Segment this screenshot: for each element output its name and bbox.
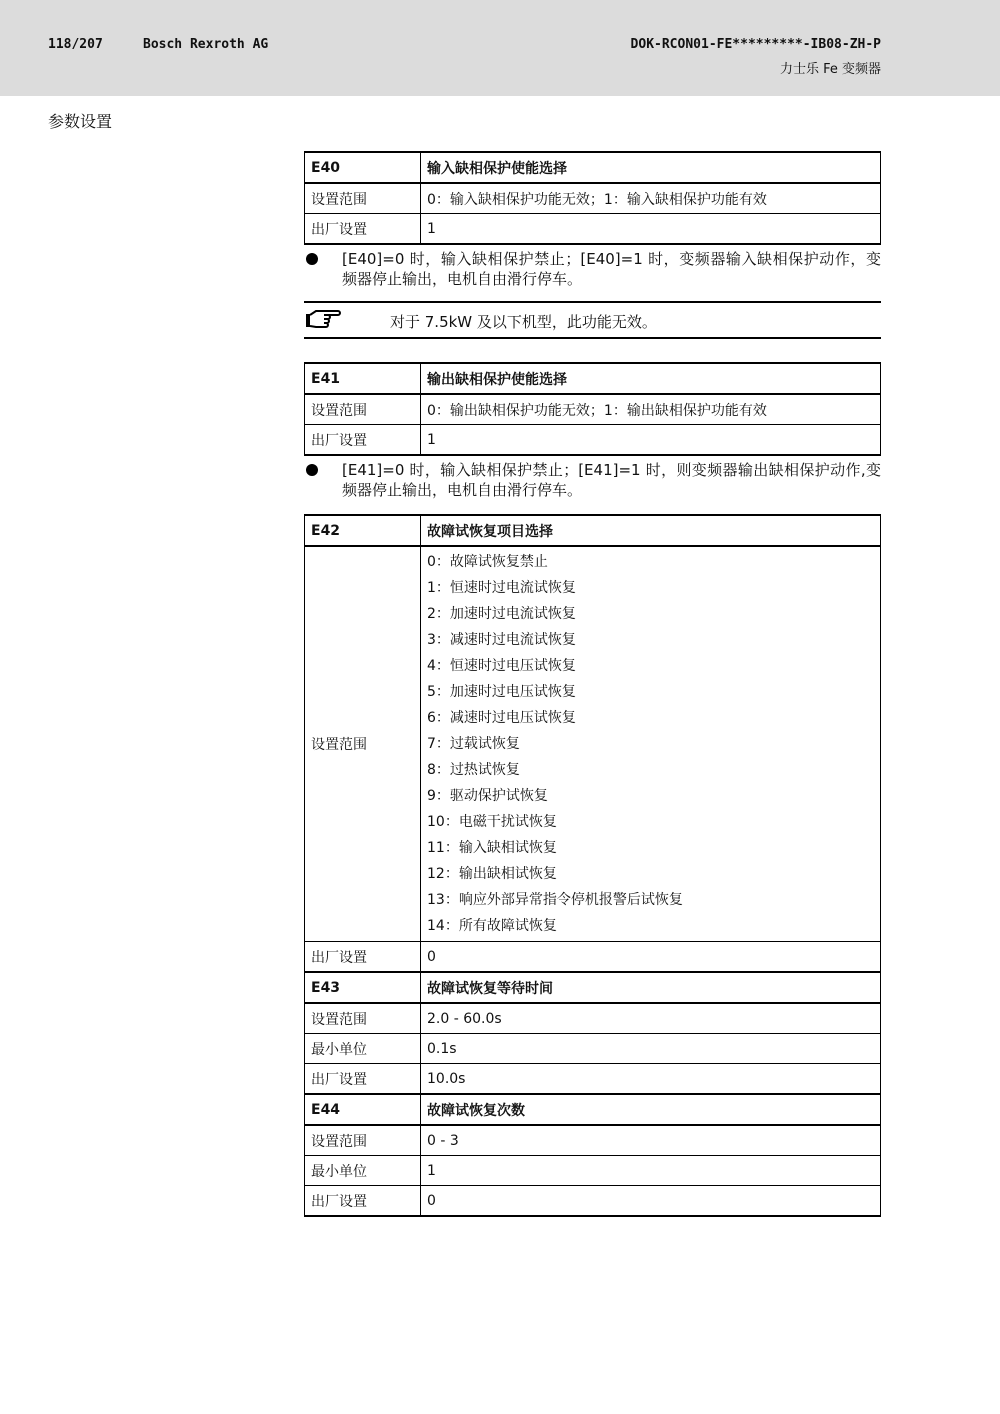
page-number: 118/207 [48,37,103,52]
unit-value: 1 [421,1156,881,1186]
option-item: 10：电磁干扰试恢复 [427,814,557,830]
note-box [304,301,881,339]
product-name: 力士乐 Fe 变频器 [779,62,881,77]
option-item: 3：减速时过电流试恢复 [427,632,576,648]
option-item: 7：过载试恢复 [427,736,520,752]
param-code: E41 [305,363,421,394]
unit-label: 最小单位 [305,1156,421,1186]
note-text: 对于 7.5kW 及以下机型，此功能无效。 [390,313,657,331]
option-item: 13：响应外部异常指令停机报警后试恢复 [427,892,683,908]
bullet-e40 [304,249,881,289]
unit-label: 最小单位 [305,1034,421,1064]
default-value: 0 [421,1186,881,1217]
param-code: E44 [305,1094,421,1125]
default-value: 0 [421,942,881,973]
option-item: 4：恒速时过电压试恢复 [427,658,576,674]
range-value: 0 - 3 [421,1125,881,1156]
option-item: 1：恒速时过电流试恢复 [427,580,576,596]
param-table-e42-e44 [304,514,881,1217]
range-label: 设置范围 [305,183,421,214]
option-item: 12：输出缺相试恢复 [427,866,557,882]
default-value: 1 [421,425,881,456]
option-item: 9：驱动保护试恢复 [427,788,548,804]
param-code: E40 [305,152,421,183]
option-item: 2：加速时过电流试恢复 [427,606,576,622]
default-label: 出厂设置 [305,942,421,973]
pointing-hand-icon [304,307,342,335]
bullet-dot-icon [306,464,318,476]
unit-value: 0.1s [421,1034,881,1064]
param-name: 故障试恢复次数 [421,1094,881,1125]
option-item: 6：减速时过电压试恢复 [427,710,576,726]
option-item: 0：故障试恢复禁止 [427,554,548,570]
default-label: 出厂设置 [305,1064,421,1095]
param-name: 输出缺相保护使能选择 [421,363,881,394]
range-label: 设置范围 [305,394,421,425]
option-item: 11：输入缺相试恢复 [427,840,557,856]
range-label: 设置范围 [305,1125,421,1156]
param-name: 故障试恢复等待时间 [421,972,881,1003]
default-label: 出厂设置 [305,214,421,245]
param-table-e41 [304,362,881,456]
bullet-text: [E41]=0 时，输入缺相保护禁止；[E41]=1 时，则变频器输出缺相保护动作,变频器停止输出，电机自由滑行停车。 [342,461,881,499]
range-label: 设置范围 [305,546,421,942]
bullet-e41 [304,460,881,500]
company-name: Bosch Rexroth AG [143,37,269,52]
bullet-text: [E40]=0 时，输入缺相保护禁止；[E40]=1 时，变频器输入缺相保护动作，变频器停止输出，电机自由滑行停车。 [342,250,881,288]
param-name: 故障试恢复项目选择 [421,515,881,546]
default-value: 1 [421,214,881,245]
section-title: 参数设置 [48,112,113,131]
option-item: 14：所有故障试恢复 [427,918,557,934]
option-item: 8：过热试恢复 [427,762,520,778]
range-value: 0：输入缺相保护功能无效；1：输入缺相保护功能有效 [421,183,881,214]
option-item: 5：加速时过电压试恢复 [427,684,576,700]
param-code: E42 [305,515,421,546]
range-value: 0：输出缺相保护功能无效；1：输出缺相保护功能有效 [421,394,881,425]
param-code: E43 [305,972,421,1003]
default-value: 10.0s [421,1064,881,1095]
document-id: DOK-RCON01-FE*********-IB08-ZH-P [630,37,881,52]
range-label: 设置范围 [305,1003,421,1034]
default-label: 出厂设置 [305,1186,421,1217]
default-label: 出厂设置 [305,425,421,456]
param-name: 输入缺相保护使能选择 [421,152,881,183]
page-header [0,0,1000,96]
bullet-dot-icon [306,253,318,265]
param-table-e40 [304,151,881,245]
option-list [421,546,881,942]
range-value: 2.0 - 60.0s [421,1003,881,1034]
